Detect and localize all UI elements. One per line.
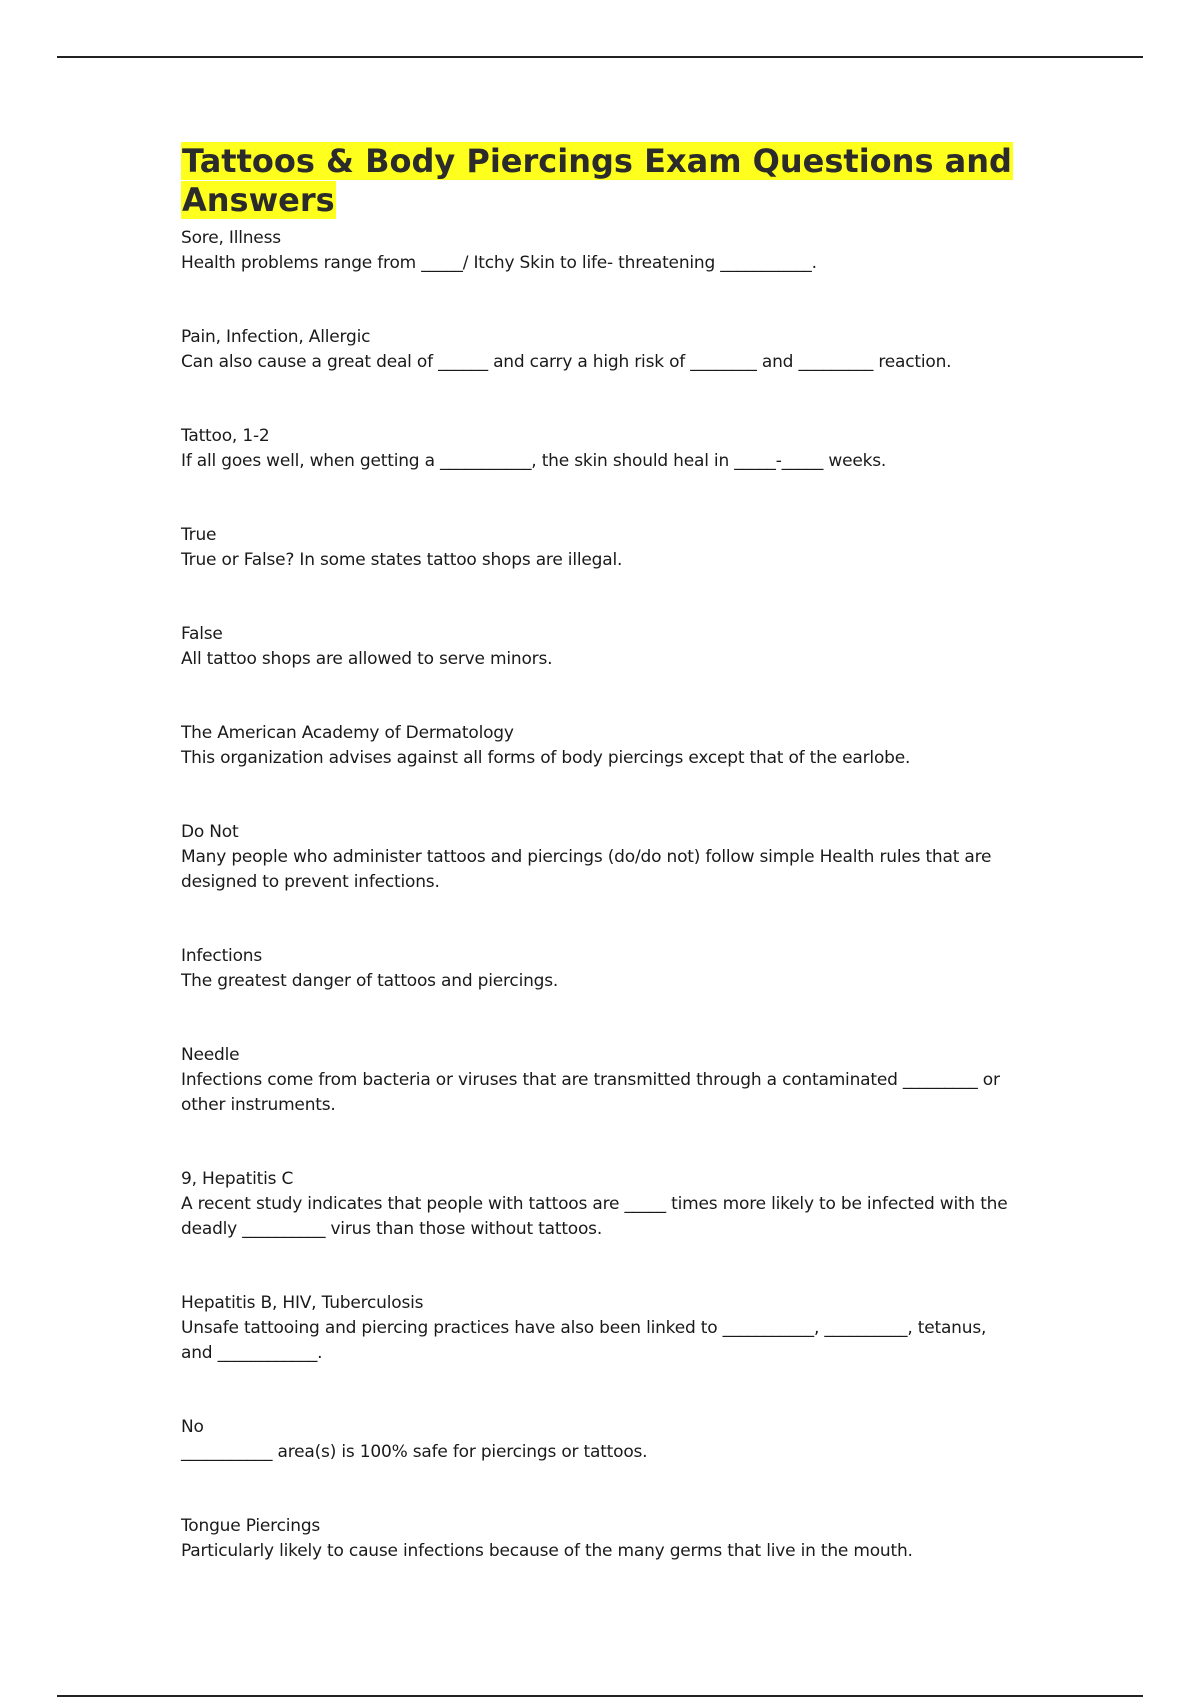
qa-answer: Tongue Piercings (181, 1516, 321, 1536)
qa-item (181, 721, 1021, 771)
qa-question: Infections come from bacteria or viruses that are transmitted through a contaminated _________ or other instruments. (181, 1070, 1000, 1115)
qa-item (181, 944, 1021, 994)
qa-question: Many people who administer tattoos and piercings (do/do not) follow simple Health rules that are designed to prevent infections. (181, 847, 992, 892)
qa-item (181, 820, 1021, 895)
qa-answer: The American Academy of Dermatology (181, 723, 514, 743)
qa-answer: Infections (181, 946, 262, 966)
qa-item (181, 1514, 1021, 1564)
document-page (181, 142, 1021, 1613)
qa-item (181, 1415, 1021, 1465)
qa-answer: Pain, Infection, Allergic (181, 327, 371, 347)
qa-answer: Tattoo, 1-2 (181, 426, 270, 446)
qa-item (181, 1167, 1021, 1242)
qa-item (181, 1291, 1021, 1366)
qa-answer: Do Not (181, 822, 239, 842)
qa-list (181, 226, 1021, 1564)
qa-item (181, 523, 1021, 573)
qa-question: True or False? In some states tattoo shops are illegal. (181, 550, 623, 570)
qa-question: All tattoo shops are allowed to serve minors. (181, 649, 553, 669)
document-title (181, 142, 1021, 220)
title-highlight: Tattoos & Body Piercings Exam Questions and Answers (182, 142, 1012, 219)
qa-answer: True (181, 525, 217, 545)
qa-question: Unsafe tattooing and piercing practices have also been linked to ___________, __________, tetanus, and ____________. (181, 1318, 987, 1363)
qa-answer: Needle (181, 1045, 240, 1065)
qa-question: A recent study indicates that people with tattoos are _____ times more likely to be infected with the deadly __________ virus than those without tattoos. (181, 1194, 1008, 1239)
qa-question: The greatest danger of tattoos and piercings. (181, 971, 559, 991)
qa-question: If all goes well, when getting a ___________, the skin should heal in _____-_____ weeks. (181, 451, 887, 471)
qa-answer: 9, Hepatitis C (181, 1169, 294, 1189)
qa-answer: False (181, 624, 223, 644)
qa-answer: Hepatitis B, HIV, Tuberculosis (181, 1293, 424, 1313)
qa-answer: Sore, Illness (181, 228, 281, 248)
qa-item (181, 424, 1021, 474)
qa-question: ___________ area(s) is 100% safe for piercings or tattoos. (181, 1442, 648, 1462)
qa-item (181, 622, 1021, 672)
qa-question: Health problems range from _____/ Itchy Skin to life- threatening ___________. (181, 253, 817, 273)
qa-item (181, 226, 1021, 276)
qa-question: Can also cause a great deal of ______ and carry a high risk of ________ and _________ reaction. (181, 352, 952, 372)
qa-question: This organization advises against all forms of body piercings except that of the earlobe. (181, 748, 911, 768)
qa-answer: No (181, 1417, 204, 1437)
qa-question: Particularly likely to cause infections because of the many germs that live in the mouth. (181, 1541, 913, 1561)
qa-item (181, 1043, 1021, 1118)
header-rule (57, 56, 1143, 58)
qa-item (181, 325, 1021, 375)
footer-rule (57, 1695, 1143, 1697)
